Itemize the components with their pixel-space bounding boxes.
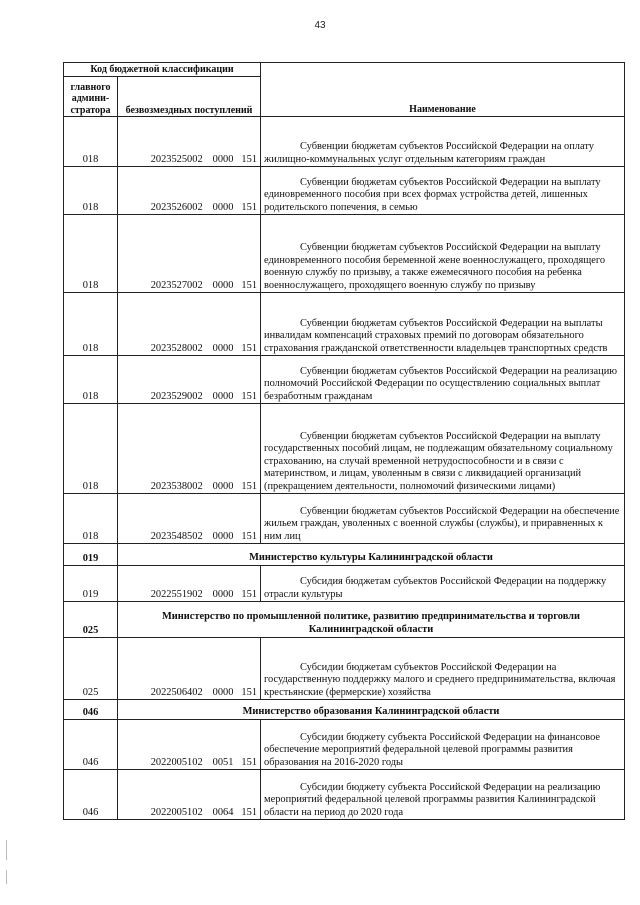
item-name: Субсидии бюджету субъекта Российской Федерации на реализацию мероприятий федеральной целевой программы развития Калининградской области на период до 2020 года — [261, 770, 625, 820]
revenue-code: 2023527002 0000 151 — [118, 215, 261, 293]
table-row — [64, 638, 625, 700]
table-row — [64, 117, 625, 167]
table-row — [64, 566, 625, 602]
item-name: Субвенции бюджетам субъектов Российской Федерации на обеспечение жильем граждан, уволенных с военной службы (службы), и приравненных к ним лиц — [261, 494, 625, 544]
admin-code: 018 — [64, 167, 118, 215]
table-row — [64, 167, 625, 215]
revenue-code: 2022551902 0000 151 — [118, 566, 261, 602]
revenue-code: 2023526002 0000 151 — [118, 167, 261, 215]
ministry-admin-code: 046 — [64, 700, 118, 720]
revenue-code: 2022506402 0000 151 — [118, 638, 261, 700]
header-budget-code: Код бюджетной классификации — [64, 63, 261, 77]
ministry-admin-code: 025 — [64, 602, 118, 638]
admin-code: 018 — [64, 404, 118, 494]
admin-code: 019 — [64, 566, 118, 602]
item-name: Субвенции бюджетам субъектов Российской Федерации на выплату государственных пособий лицам, не подлежащим обязательному социальному страхованию, на случай временной нетрудоспособности и в связи с материнством, и лицам, уволенным в связи с ликвидацией организаций (прекращением деятельности, полномочий физическими лицами) — [261, 404, 625, 494]
header-name: Наименование — [261, 63, 625, 117]
revenue-code: 2022005102 0051 151 — [118, 720, 261, 770]
revenue-code: 2023529002 0000 151 — [118, 356, 261, 404]
admin-code: 046 — [64, 720, 118, 770]
ministry-row — [64, 544, 625, 566]
revenue-code: 2023525002 0000 151 — [118, 117, 261, 167]
admin-code: 025 — [64, 638, 118, 700]
table-row — [64, 356, 625, 404]
item-name: Субсидия бюджетам субъектов Российской Федерации на поддержку отрасли культуры — [261, 566, 625, 602]
admin-code: 018 — [64, 356, 118, 404]
admin-code: 018 — [64, 215, 118, 293]
admin-code: 046 — [64, 770, 118, 820]
item-name: Субсидии бюджетам субъектов Российской Федерации на государственную поддержку малого и среднего предпринимательства, включая крестьянские (фермерские) хозяйства — [261, 638, 625, 700]
table-row — [64, 293, 625, 356]
budget-classification-table — [63, 62, 625, 820]
header-revenue: безвозмездных поступлений — [118, 77, 261, 117]
ministry-title: Министерство культуры Калининградской области — [118, 544, 625, 566]
admin-code: 018 — [64, 117, 118, 167]
item-name: Субвенции бюджетам субъектов Российской Федерации на выплату единовременного пособия при всех формах устройства детей, лишенных родительского попечения, в семью — [261, 167, 625, 215]
header-admin: главного админи-стратора — [64, 77, 118, 117]
table-row — [64, 720, 625, 770]
ministry-row — [64, 700, 625, 720]
table-row — [64, 215, 625, 293]
table-row — [64, 770, 625, 820]
revenue-code: 2022005102 0064 151 — [118, 770, 261, 820]
item-name: Субвенции бюджетам субъектов Российской Федерации на выплаты инвалидам компенсаций страховых премий по договорам обязательного страхования гражданской ответственности владельцев транспортных средств — [261, 293, 625, 356]
admin-code: 018 — [64, 293, 118, 356]
ministry-admin-code: 019 — [64, 544, 118, 566]
ministry-title: Министерство по промышленной политике, развитию предпринимательства и торговли Калининградской области — [118, 602, 625, 638]
revenue-code: 2023548502 0000 151 — [118, 494, 261, 544]
revenue-code: 2023528002 0000 151 — [118, 293, 261, 356]
scan-edge-mark — [6, 870, 7, 884]
item-name: Субвенции бюджетам субъектов Российской Федерации на выплату единовременного пособия беременной жене военнослужащего, проходящего военную службу по призыву, а также ежемесячного пособия на ребенка военнослужащего, проходящего военную службу по призыву — [261, 215, 625, 293]
item-name: Субвенции бюджетам субъектов Российской Федерации на реализацию полномочий Российской Федерации по осуществлению социальных выплат безработным гражданам — [261, 356, 625, 404]
revenue-code: 2023538002 0000 151 — [118, 404, 261, 494]
table-row — [64, 404, 625, 494]
item-name: Субвенции бюджетам субъектов Российской Федерации на оплату жилищно-коммунальных услуг отдельным категориям граждан — [261, 117, 625, 167]
item-name: Субсидии бюджету субъекта Российской Федерации на финансовое обеспечение мероприятий федеральной целевой программы развития образования на 2016-2020 годы — [261, 720, 625, 770]
ministry-row — [64, 602, 625, 638]
table-row — [64, 494, 625, 544]
ministry-title: Министерство образования Калининградской области — [118, 700, 625, 720]
admin-code: 018 — [64, 494, 118, 544]
scan-edge-mark — [6, 840, 7, 860]
page-number: 43 — [314, 20, 326, 31]
